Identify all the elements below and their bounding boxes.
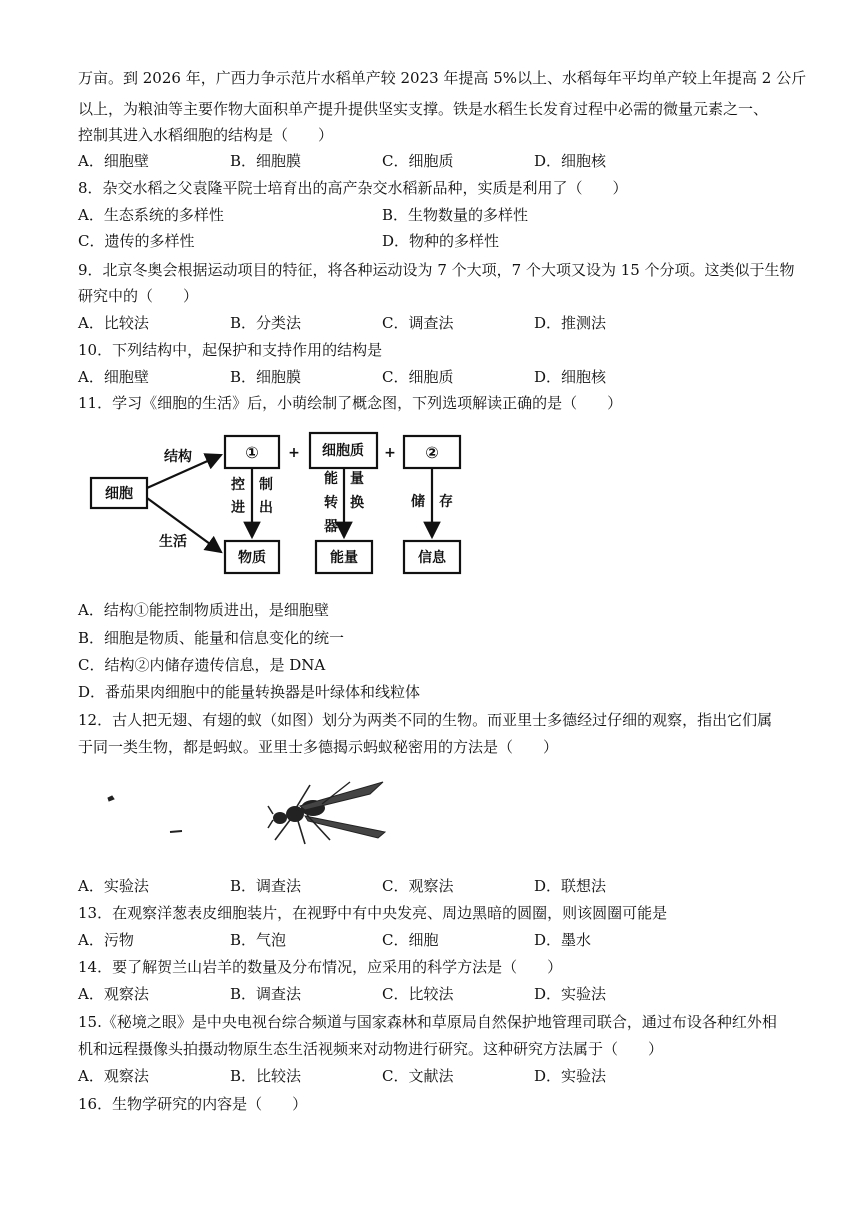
diagram-energy-2: 量 [350,471,364,487]
q8-option-c: C．遗传的多样性 [78,232,195,250]
q9-option-c: C．调查法 [382,314,454,332]
q13-option-a: A．污物 [78,931,134,949]
q10-option-b: B．细胞膜 [230,368,302,386]
q7-option-a: A．细胞壁 [78,152,149,170]
q13-option-c: C．细胞 [382,931,439,949]
diagram-energy-3: 转 [324,495,338,511]
diagram-store-2: 存 [439,494,453,510]
q12-option-a: A．实验法 [78,877,149,895]
q7-option-b: B．细胞膜 [230,152,302,170]
q7-option-d: D．细胞核 [534,152,607,170]
q9-option-a: A．比较法 [78,314,149,332]
q14-stem: 14．要了解贺兰山岩羊的数量及分布情况，应采用的科学方法是（ ） [78,958,563,976]
q11-option-b: B．细胞是物质、能量和信息变化的统一 [78,629,345,647]
diagram-energy-1: 能 [324,471,338,487]
q15-stem-line-2: 机和远程摄像头拍摄动物原生态生活视频来对动物进行研究。这种研究方法属于（ ） [78,1040,664,1058]
diagram-control-2: 制 [259,477,273,493]
diagram-box-1: ① [245,443,259,462]
q10-option-c: C．细胞质 [382,368,454,386]
q15-option-c: C．文献法 [382,1067,454,1085]
q14-option-a: A．观察法 [78,985,149,1003]
diagram-control-3: 进 [231,500,245,516]
q12-option-d: D．联想法 [534,877,607,895]
q13-stem: 13．在观察洋葱表皮细胞装片，在视野中有中央发亮、周边黑暗的圆圈，则该圆圈可能是 [78,904,668,922]
q7-option-c: C．细胞质 [382,152,454,170]
diagram-control-4: 出 [259,500,273,516]
winged-ant-icon [268,782,385,844]
q9-stem-line-1: 9．北京冬奥会根据运动项目的特征，将各种运动设为 7 个大项，7 个大项又设为 15 个分项。这类似于生物 [78,261,795,279]
diagram-info: 信息 [418,550,446,566]
q12-stem-line-1: 12．古人把无翅、有翅的蚁（如图）划分为两类不同的生物。而亚里士多德经过仔细的观察，指出它们属 [78,711,773,729]
diagram-store-1: 储 [411,494,425,510]
q10-option-d: D．细胞核 [534,368,607,386]
q9-option-d: D．推测法 [534,314,607,332]
q7-stem-line-3: 控制其进入水稻细胞的结构是（ ） [78,126,334,144]
q11-option-a: A．结构①能控制物质进出，是细胞壁 [78,601,329,619]
diagram-life-label: 生活 [159,534,187,550]
q9-stem-line-2: 研究中的（ ） [78,287,199,305]
q8-option-a: A．生态系统的多样性 [78,206,224,224]
diagram-energy-5: 器 [324,519,338,535]
q11-option-c: C．结构②内储存遗传信息，是 DNA [78,656,326,674]
q8-stem: 8．杂交水稻之父袁隆平院士培育出的高产杂交水稻新品种，实质是利用了（ ） [78,179,628,197]
diagram-energy: 能量 [330,550,358,566]
q15-option-a: A．观察法 [78,1067,149,1085]
diagram-plus-1: + [288,445,300,461]
q8-option-b: B．生物数量的多样性 [382,206,529,224]
ant-figure [100,770,400,860]
q11-option-d: D．番茄果肉细胞中的能量转换器是叶绿体和线粒体 [78,683,421,701]
q15-option-d: D．实验法 [534,1067,607,1085]
q13-option-d: D．墨水 [534,931,592,949]
q14-option-b: B．调查法 [230,985,302,1003]
diagram-structure-label: 结构 [164,449,192,465]
diagram-plus-2: + [384,445,396,461]
q7-stem-line-2: 以上，为粮油等主要作物大面积单产提升提供坚实支撑。铁是水稻生长发育过程中必需的微量元素之一、 [78,100,769,118]
q16-stem: 16．生物学研究的内容是（ ） [78,1095,308,1113]
q10-option-a: A．细胞壁 [78,368,149,386]
q13-option-b: B．气泡 [230,931,287,949]
diagram-box-2: ② [425,443,439,462]
diagram-matter: 物质 [238,550,266,566]
q14-option-c: C．比较法 [382,985,454,1003]
q14-option-d: D．实验法 [534,985,607,1003]
diagram-cytoplasm: 细胞质 [322,443,364,459]
q9-option-b: B．分类法 [230,314,302,332]
q12-stem-line-2: 于同一类生物，都是蚂蚁。亚里士多德揭示蚂蚁秘密用的方法是（ ） [78,738,559,756]
diagram-cell-label: 细胞 [105,486,133,502]
diagram-control-1: 控 [231,477,245,493]
q11-stem: 11．学习《细胞的生活》后，小萌绘制了概念图，下列选项解读正确的是（ ） [78,394,623,412]
cell-concept-diagram [88,428,478,588]
q7-stem-line-1: 万亩。到 2026 年，广西力争示范片水稻单产较 2023 年提高 5%以上、水稻每年平均单产较上年提高 2 公斤 [78,69,807,87]
q12-option-c: C．观察法 [382,877,454,895]
wingless-ant-mark [108,796,114,801]
q10-stem: 10．下列结构中，起保护和支持作用的结构是 [78,341,383,359]
q15-stem-line-1: 15.《秘境之眼》是中央电视台综合频道与国家森林和草原局自然保护地管理司联合，通过布设各种红外相 [78,1013,777,1031]
q8-option-d: D．物种的多样性 [382,232,500,250]
q12-option-b: B．调查法 [230,877,302,895]
diagram-energy-4: 换 [350,495,364,511]
q15-option-b: B．比较法 [230,1067,302,1085]
